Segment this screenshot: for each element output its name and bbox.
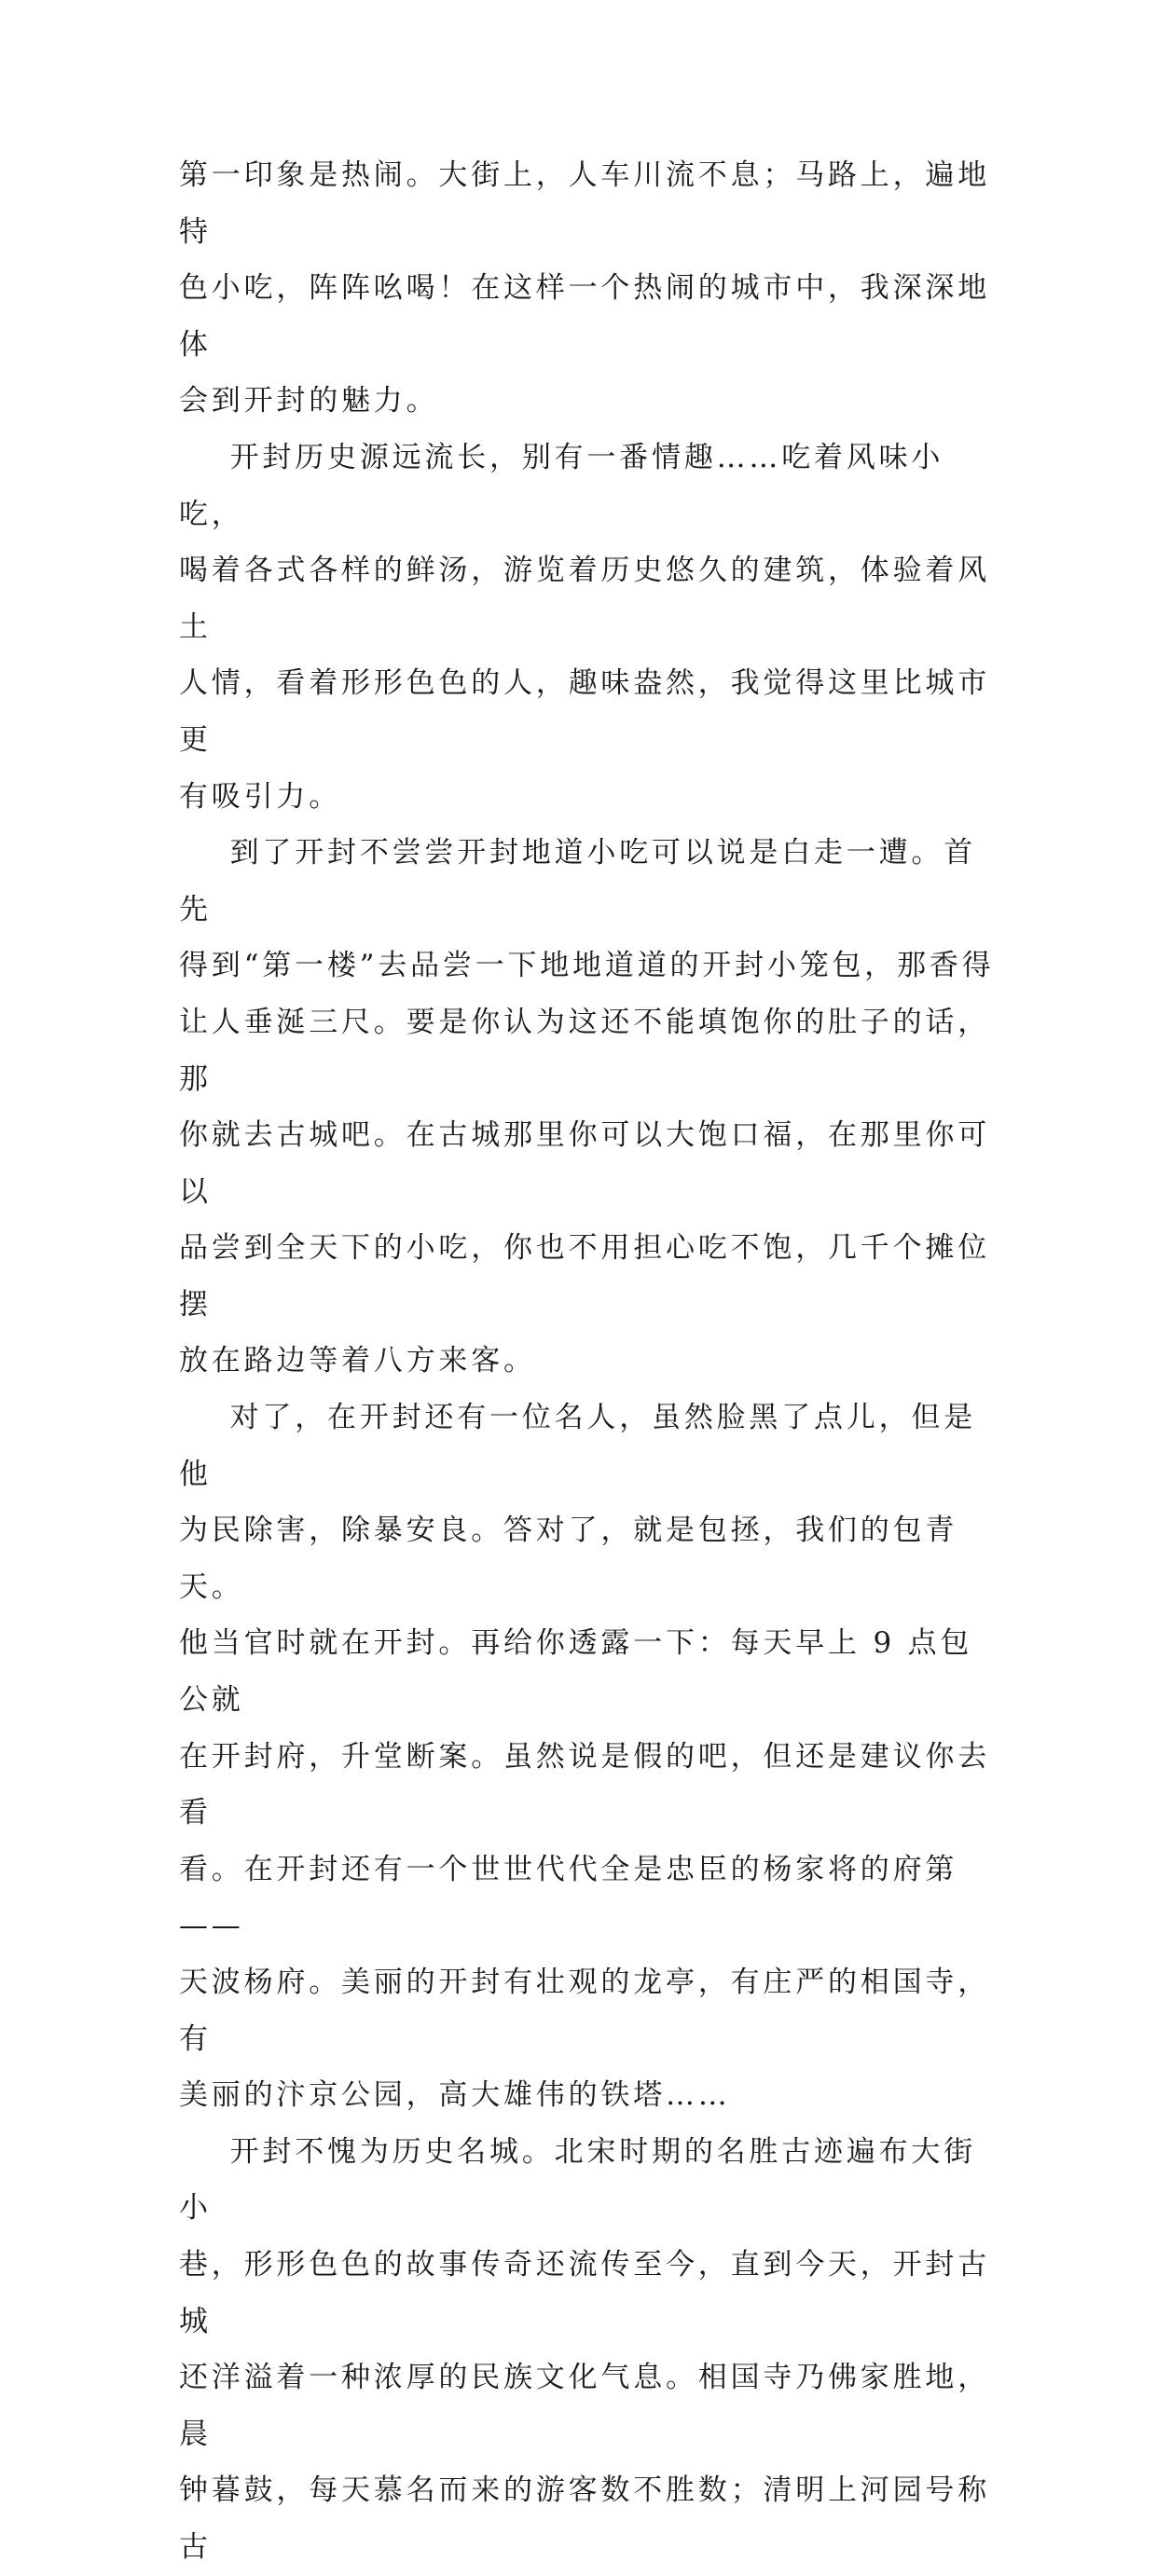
paragraph-2: 开封历史源远流长，别有一番情趣……吃着风味小吃， 喝着各式各样的鲜汤，游览着历史悠久的建筑，体验着风土 人情，看着形形色色的人，趣味盎然，我觉得这里比城市更 有吸引力。 — [179, 440, 990, 814]
essay-body — [179, 147, 999, 2576]
paragraph-5: 开封不愧为历史名城。北宋时期的名胜古迹遍布大街小 巷，形形色色的故事传奇还流传至今，直到今天，开封古城 还洋溢着一种浓厚的民族文化气息。相国寺乃佛家胜地，晨 钟暮鼓，每天慕名而来的游客数不胜数；清明上河园号称古 — [179, 2134, 990, 2564]
paragraph-3: 到了开封不尝尝开封地道小吃可以说是白走一遭。首先 得到“第一楼”去品尝一下地地道道的开封小笼包，那香得 让人垂涎三尺。要是你认为这还不能填饱你的肚子的话，那 你就去古城吧。在古城那里你可以大饱口福，在那里你可以 品尝到全天下的小吃，你也不用担心吃不饱，几千个摊位摆 放在路边等着八方来客。 — [179, 836, 995, 1378]
paragraph-4: 对了，在开封还有一位名人，虽然脸黑了点儿，但是他 为民除害，除暴安良。答对了，就是包拯，我们的包青天。 他当官时就在开封。再给你透露一下：每天早上 9 点包公就 在开封府，升堂断案。虽然说是假的吧，但还是建议你去看 看。在开封还有一个世世代代全是忠臣的杨家将的府第—— 天波杨府。美丽的开封有壮观的龙亭，有庄严的相国寺，有 美丽的汴京公园，高大雄伟的铁塔…… — [179, 1401, 990, 2113]
paragraph-1: 第一印象是热闹。大街上，人车川流不息；马路上，遍地特 色小吃，阵阵吆喝！在这样一个热闹的城市中，我深深地体 会到开封的魅力。 — [179, 158, 990, 418]
